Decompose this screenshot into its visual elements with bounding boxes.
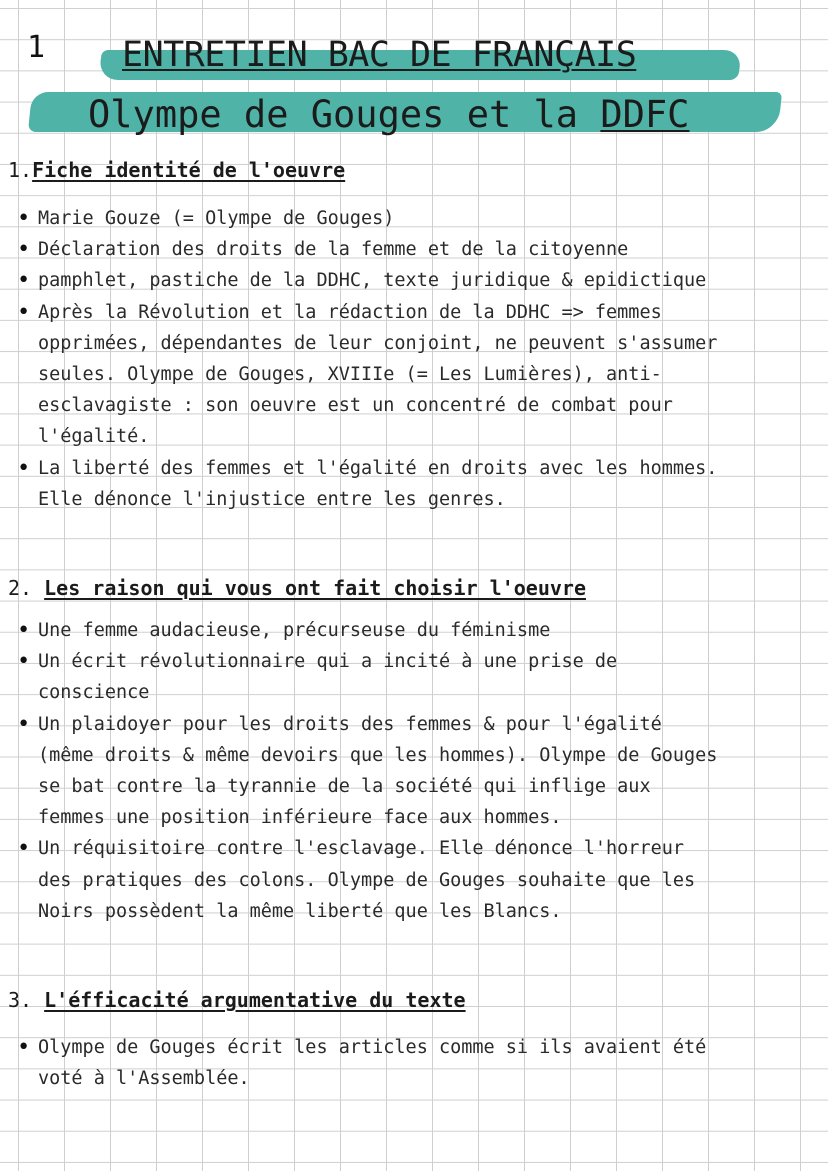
list-item: • Un écrit révolutionnaire qui a incité à une prise de conscience bbox=[0, 646, 810, 708]
list-item: • Déclaration des droits de la femme et de la citoyenne bbox=[0, 234, 810, 265]
section-heading-3 bbox=[8, 986, 466, 1014]
section-title: Les raison qui vous ont fait choisir l'oeuvre bbox=[44, 576, 586, 600]
list-item: • Olympe de Gouges écrit les articles comme si ils avaient été voté à l'Assemblée. bbox=[0, 1032, 810, 1094]
section-number: 1. bbox=[8, 158, 33, 182]
section-1-list bbox=[0, 203, 810, 515]
section-title: L'éfficacité argumentative du texte bbox=[44, 988, 466, 1012]
page-title: ENTRETIEN BAC DE FRANÇAIS bbox=[122, 35, 637, 75]
list-item: • La liberté des femmes et l'égalité en droits avec les hommes. Elle dénonce l'injustice entre les genres. bbox=[0, 453, 810, 515]
subtitle-main: Olympe de Gouges et la bbox=[88, 93, 601, 136]
section-number: 2. bbox=[8, 576, 33, 600]
section-heading-1 bbox=[8, 156, 345, 184]
section-number: 3. bbox=[8, 988, 33, 1012]
section-heading-2 bbox=[8, 574, 586, 602]
section-title: Fiche identité de l'oeuvre bbox=[32, 158, 346, 182]
section-3-list bbox=[0, 1032, 810, 1094]
list-item: • Un plaidoyer pour les droits des femmes & pour l'égalité (même droits & même devoirs que les hommes). Olympe de Gouges se bat contre la tyrannie de la société qui inflige aux femmes une position inférieure face aux hommes. bbox=[0, 709, 810, 834]
list-item: • pamphlet, pastiche de la DDHC, texte juridique & epidictique bbox=[0, 265, 810, 296]
subtitle-underlined: DDFC bbox=[600, 93, 690, 136]
list-item: • Un réquisitoire contre l'esclavage. Elle dénonce l'horreur des pratiques des colons. Olympe de Gouges souhaite que les Noirs possèdent la même liberté que les Blancs. bbox=[0, 833, 810, 927]
list-item: • Marie Gouze (= Olympe de Gouges) bbox=[0, 203, 810, 234]
list-item: • Après la Révolution et la rédaction de la DDHC => femmes opprimées, dépendantes de leur conjoint, ne peuvent s'assumer seules. Olympe de Gouges, XVIIIe (= Les Lumières), anti- esclavagiste : son oeuvre est un concentré de combat pour l'égalité. bbox=[0, 297, 810, 453]
list-item: • Une femme audacieuse, précurseuse du féminisme bbox=[0, 615, 810, 646]
page-number: 1 bbox=[27, 30, 46, 65]
section-2-list bbox=[0, 615, 810, 927]
page-subtitle bbox=[88, 92, 689, 138]
